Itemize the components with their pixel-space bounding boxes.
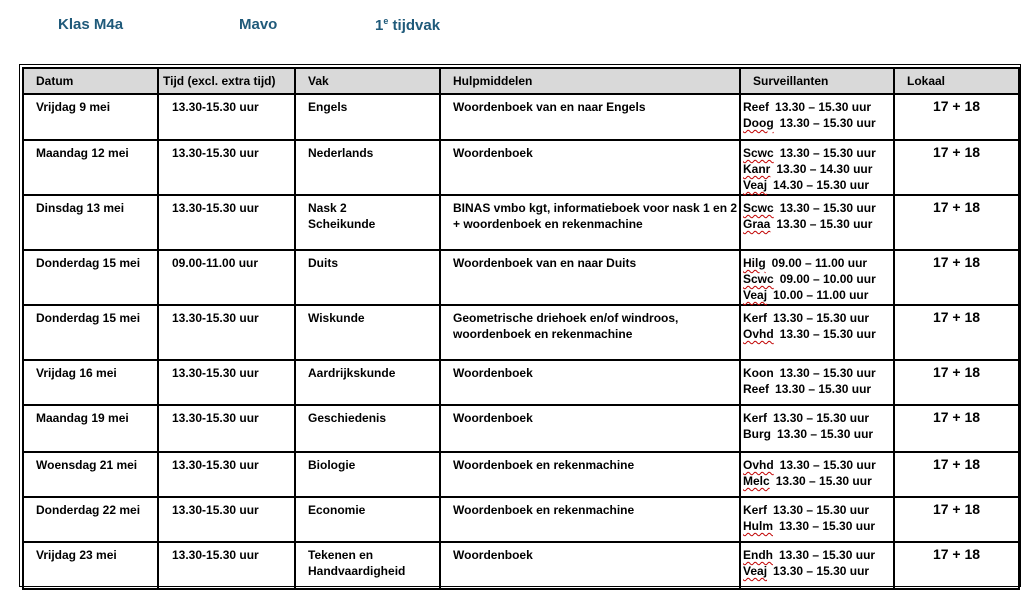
- cell-hulpmiddelen: [440, 94, 740, 140]
- cell-hulpmiddelen: [440, 452, 740, 497]
- surveillant-time: 13.30 – 14.30 uur: [776, 162, 873, 176]
- cell-datum: [23, 195, 158, 250]
- vak-text: Handvaardigheid: [308, 564, 406, 578]
- cell-vak: [295, 140, 440, 195]
- surveillant-time: 13.30 – 15.30 uur: [773, 411, 870, 425]
- cell-lokaal: [894, 360, 1019, 405]
- cell-datum: [23, 250, 158, 305]
- table-row: [23, 94, 1019, 140]
- surveillant-code: Scwc: [743, 146, 774, 160]
- surveillant-code: Kanr: [743, 162, 771, 176]
- tijd-text: 09.00-11.00 uur: [172, 256, 259, 270]
- cell-hulpmiddelen: [440, 360, 740, 405]
- surveillant-entry: [743, 115, 893, 131]
- table-header-row: [23, 68, 1019, 94]
- tijd-text: 13.30-15.30 uur: [172, 146, 259, 160]
- lokaal-text: 17 + 18: [932, 546, 981, 562]
- surveillant-code: Koon: [743, 366, 774, 380]
- cell-lokaal: [894, 195, 1019, 250]
- surveillant-entry: [743, 255, 893, 271]
- cell-lokaal: [894, 452, 1019, 497]
- datum-text: Vrijdag 9 mei: [36, 100, 111, 114]
- cell-surveillanten: [740, 360, 894, 405]
- cell-vak: [295, 360, 440, 405]
- surveillant-entry: [743, 563, 893, 579]
- hulpmiddelen-text: Geometrische driehoek en/of windroos, woordenboek en rekenmachine: [453, 311, 679, 341]
- tijd-text: 13.30-15.30 uur: [172, 311, 259, 325]
- datum-text: Dinsdag 13 mei: [36, 201, 125, 215]
- surveillant-time: 13.30 – 15.30 uur: [779, 458, 876, 472]
- surveillant-code: Reef: [743, 100, 770, 114]
- cell-vak: [295, 250, 440, 305]
- cell-datum: [23, 305, 158, 360]
- vak-text: Scheikunde: [308, 217, 376, 231]
- lokaal-text: 17 + 18: [932, 364, 981, 380]
- cell-lokaal: [894, 405, 1019, 452]
- surveillant-code: Doog: [743, 116, 774, 130]
- cell-vak: [295, 305, 440, 360]
- surveillant-time: 13.30 – 15.30 uur: [776, 217, 873, 231]
- surveillant-entry: [743, 381, 893, 397]
- cell-surveillanten: [740, 305, 894, 360]
- hulpmiddelen-text: Woordenboek van en naar Duits: [453, 256, 637, 270]
- tijd-text: 13.30-15.30 uur: [172, 366, 259, 380]
- cell-surveillanten: [740, 452, 894, 497]
- cell-tijd: [158, 542, 295, 589]
- surveillant-entry: [743, 177, 893, 193]
- surveillant-entry: [743, 200, 893, 216]
- surveillant-time: 13.30 – 15.30 uur: [779, 201, 876, 215]
- lokaal-text: 17 + 18: [932, 409, 981, 425]
- vak-text: Nask 2: [308, 201, 347, 215]
- tijd-text: 13.30-15.30 uur: [172, 100, 259, 114]
- cell-surveillanten: [740, 250, 894, 305]
- cell-hulpmiddelen: [440, 497, 740, 542]
- surveillant-time: 13.30 – 15.30 uur: [779, 366, 876, 380]
- cell-surveillanten: [740, 140, 894, 195]
- cell-vak: [295, 94, 440, 140]
- datum-text: Maandag 19 mei: [36, 411, 129, 425]
- surveillant-code: Veaj: [743, 178, 768, 192]
- surveillant-time: 09.00 – 10.00 uur: [779, 272, 876, 286]
- cell-vak: [295, 542, 440, 589]
- lokaal-text: 17 + 18: [932, 254, 981, 270]
- datum-text: Woensdag 21 mei: [36, 458, 138, 472]
- cell-lokaal: [894, 94, 1019, 140]
- cell-tijd: [158, 405, 295, 452]
- cell-tijd: [158, 497, 295, 542]
- surveillant-code: Kerf: [743, 411, 768, 425]
- surveillant-entry: [743, 310, 893, 326]
- surveillant-time: 13.30 – 15.30 uur: [775, 100, 872, 114]
- surveillant-code: Scwc: [743, 272, 774, 286]
- cell-vak: [295, 195, 440, 250]
- hulpmiddelen-text: Woordenboek: [453, 366, 533, 380]
- surveillant-time: 13.30 – 15.30 uur: [777, 427, 874, 441]
- cell-datum: [23, 405, 158, 452]
- surveillant-entry: [743, 502, 893, 518]
- surveillant-code: Graa: [743, 217, 771, 231]
- cell-lokaal: [894, 140, 1019, 195]
- col-header-tijd: Tijd (excl. extra tijd): [158, 68, 295, 94]
- surveillant-entry: [743, 287, 893, 303]
- lokaal-text: 17 + 18: [932, 501, 981, 517]
- surveillant-entry: [743, 365, 893, 381]
- cell-hulpmiddelen: [440, 250, 740, 305]
- surveillant-code: Ovhd: [743, 327, 774, 341]
- surveillant-entry: [743, 457, 893, 473]
- vak-text: Duits: [308, 256, 338, 270]
- period-number: 1: [375, 17, 384, 34]
- surveillant-time: 14.30 – 15.30 uur: [773, 178, 870, 192]
- vak-text: Engels: [308, 100, 348, 114]
- cell-surveillanten: [740, 405, 894, 452]
- lokaal-text: 17 + 18: [932, 144, 981, 160]
- cell-tijd: [158, 360, 295, 405]
- cell-hulpmiddelen: [440, 305, 740, 360]
- surveillant-entry: [743, 426, 893, 442]
- tijd-text: 13.30-15.30 uur: [172, 458, 259, 472]
- cell-tijd: [158, 305, 295, 360]
- exam-schedule-frame: [19, 64, 1021, 587]
- tijd-text: 13.30-15.30 uur: [172, 503, 259, 517]
- table-row: [23, 250, 1019, 305]
- col-header-hulpmiddelen: Hulpmiddelen: [440, 68, 740, 94]
- cell-tijd: [158, 140, 295, 195]
- surveillant-code: Reef: [743, 382, 770, 396]
- cell-datum: [23, 94, 158, 140]
- surveillant-code: Endh: [743, 548, 773, 562]
- exam-schedule-table: [22, 67, 1020, 590]
- surveillant-code: Melc: [743, 474, 770, 488]
- cell-datum: [23, 497, 158, 542]
- cell-surveillanten: [740, 542, 894, 589]
- col-header-vak: Vak: [295, 68, 440, 94]
- surveillant-entry: [743, 518, 893, 534]
- vak-text: Aardrijkskunde: [308, 366, 396, 380]
- cell-vak: [295, 452, 440, 497]
- period-superscript: e: [383, 16, 389, 26]
- hulpmiddelen-text: Woordenboek: [453, 146, 533, 160]
- cell-datum: [23, 452, 158, 497]
- surveillant-code: Kerf: [743, 311, 768, 325]
- surveillant-entry: [743, 326, 893, 342]
- cell-datum: [23, 360, 158, 405]
- datum-text: Vrijdag 16 mei: [36, 366, 117, 380]
- surveillant-entry: [743, 99, 893, 115]
- surveillant-time: 13.30 – 15.30 uur: [775, 474, 872, 488]
- surveillant-time: 09.00 – 11.00 uur: [771, 256, 868, 270]
- tijd-text: 13.30-15.30 uur: [172, 201, 259, 215]
- lokaal-text: 17 + 18: [932, 98, 981, 114]
- surveillant-time: 13.30 – 15.30 uur: [779, 548, 876, 562]
- cell-tijd: [158, 452, 295, 497]
- cell-tijd: [158, 195, 295, 250]
- table-row: [23, 305, 1019, 360]
- surveillant-time: 10.00 – 11.00 uur: [773, 288, 869, 302]
- cell-hulpmiddelen: [440, 405, 740, 452]
- table-row: [23, 497, 1019, 542]
- surveillant-entry: [743, 216, 893, 232]
- table-row: [23, 405, 1019, 452]
- table-row: [23, 195, 1019, 250]
- period-label: [375, 16, 440, 34]
- col-header-lokaal: Lokaal: [894, 68, 1019, 94]
- cell-hulpmiddelen: [440, 140, 740, 195]
- datum-text: Donderdag 15 mei: [36, 256, 141, 270]
- level-label: Mavo: [239, 16, 278, 33]
- table-row: [23, 452, 1019, 497]
- surveillant-entry: [743, 410, 893, 426]
- cell-lokaal: [894, 542, 1019, 589]
- cell-hulpmiddelen: [440, 542, 740, 589]
- surveillant-time: 13.30 – 15.30 uur: [773, 503, 870, 517]
- datum-text: Vrijdag 23 mei: [36, 548, 117, 562]
- cell-tijd: [158, 250, 295, 305]
- vak-text: Geschiedenis: [308, 411, 387, 425]
- cell-vak: [295, 497, 440, 542]
- surveillant-code: Burg: [743, 427, 771, 441]
- datum-text: Donderdag 22 mei: [36, 503, 141, 517]
- surveillant-entry: [743, 473, 893, 489]
- surveillant-code: Hilg: [743, 256, 766, 270]
- table-row: [23, 360, 1019, 405]
- table-row: [23, 542, 1019, 589]
- surveillant-code: Ovhd: [743, 458, 774, 472]
- vak-text: Wiskunde: [308, 311, 365, 325]
- surveillant-time: 13.30 – 15.30 uur: [775, 382, 872, 396]
- class-label: Klas M4a: [58, 16, 124, 33]
- surveillant-entry: [743, 145, 893, 161]
- surveillant-code: Veaj: [743, 288, 768, 302]
- cell-datum: [23, 542, 158, 589]
- hulpmiddelen-text: BINAS vmbo kgt, informatieboek voor nask 1 en 2 + woordenboek en rekenmachine: [453, 201, 738, 231]
- hulpmiddelen-text: Woordenboek: [453, 548, 533, 562]
- lokaal-text: 17 + 18: [932, 199, 981, 215]
- surveillant-code: Scwc: [743, 201, 774, 215]
- surveillant-time: 13.30 – 15.30 uur: [773, 564, 870, 578]
- cell-vak: [295, 405, 440, 452]
- surveillant-entry: [743, 271, 893, 287]
- cell-surveillanten: [740, 195, 894, 250]
- lokaal-text: 17 + 18: [932, 309, 981, 325]
- vak-text: Nederlands: [308, 146, 374, 160]
- surveillant-code: Veaj: [743, 564, 768, 578]
- surveillant-code: Hulm: [743, 519, 773, 533]
- hulpmiddelen-text: Woordenboek en rekenmachine: [453, 503, 635, 517]
- surveillant-time: 13.30 – 15.30 uur: [779, 116, 876, 130]
- hulpmiddelen-text: Woordenboek van en naar Engels: [453, 100, 646, 114]
- vak-text: Tekenen en: [308, 548, 374, 562]
- tijd-text: 13.30-15.30 uur: [172, 411, 259, 425]
- cell-surveillanten: [740, 94, 894, 140]
- surveillant-code: Kerf: [743, 503, 768, 517]
- lokaal-text: 17 + 18: [932, 456, 981, 472]
- col-header-datum: Datum: [23, 68, 158, 94]
- cell-surveillanten: [740, 497, 894, 542]
- surveillant-time: 13.30 – 15.30 uur: [779, 519, 876, 533]
- cell-datum: [23, 140, 158, 195]
- datum-text: Donderdag 15 mei: [36, 311, 141, 325]
- surveillant-time: 13.30 – 15.30 uur: [779, 327, 876, 341]
- surveillant-entry: [743, 161, 893, 177]
- datum-text: Maandag 12 mei: [36, 146, 129, 160]
- cell-hulpmiddelen: [440, 195, 740, 250]
- vak-text: Economie: [308, 503, 366, 517]
- cell-tijd: [158, 94, 295, 140]
- surveillant-time: 13.30 – 15.30 uur: [779, 146, 876, 160]
- table-row: [23, 140, 1019, 195]
- hulpmiddelen-text: Woordenboek en rekenmachine: [453, 458, 635, 472]
- hulpmiddelen-text: Woordenboek: [453, 411, 533, 425]
- vak-text: Biologie: [308, 458, 356, 472]
- surveillant-time: 13.30 – 15.30 uur: [773, 311, 870, 325]
- cell-lokaal: [894, 305, 1019, 360]
- tijd-text: 13.30-15.30 uur: [172, 548, 259, 562]
- period-word: tijdvak: [388, 17, 441, 34]
- cell-lokaal: [894, 250, 1019, 305]
- col-header-surveillanten: Surveillanten: [740, 68, 894, 94]
- cell-lokaal: [894, 497, 1019, 542]
- surveillant-entry: [743, 547, 893, 563]
